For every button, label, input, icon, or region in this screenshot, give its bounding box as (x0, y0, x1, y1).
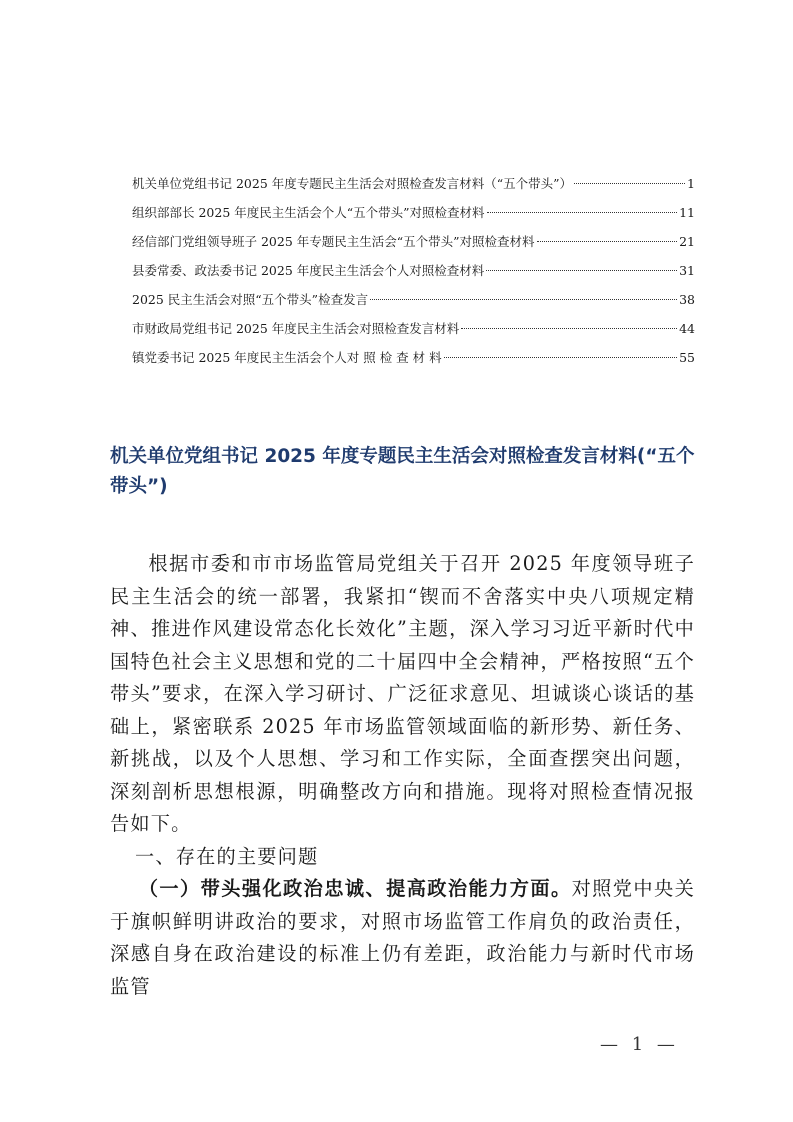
toc-entry[interactable] (132, 348, 695, 377)
toc-leader-dots (370, 299, 677, 300)
toc-entry-page: 38 (679, 292, 695, 307)
toc-entry-page: 44 (679, 321, 695, 336)
page-number: — 1 — (600, 1034, 679, 1055)
toc-leader-dots (537, 241, 678, 242)
toc-leader-dots (486, 270, 677, 271)
toc-entry-title: 组织部部长 2025 年度民主生活会个人“五个带头”对照检查材料 (132, 205, 485, 220)
toc-entry-page: 55 (679, 350, 695, 365)
toc-entry[interactable] (132, 203, 695, 232)
toc-leader-dots (574, 183, 685, 184)
document-heading: 机关单位党组书记 2025 年度专题民主生活会对照检查发言材料(“五个带头”) (110, 446, 695, 497)
subsection-lead: （一）带头强化政治忠诚、提高政治能力方面。 (138, 877, 572, 900)
toc-leader-dots (444, 357, 677, 358)
toc-entry-page: 11 (679, 205, 695, 220)
toc-entry[interactable] (132, 232, 695, 261)
intro-paragraph: 根据市委和市市场监管局党组关于召开 2025 年度领导班子民主生活会的统一部署，我紧扣“锲而不舍落实中央八项规定精神、推进作风建设常态化长效化”主题，深入学习习近平新时代中国特色社会主义思想和党的二十届四中全会精神，严格按照“五个带头”要求，在深入学习研讨、广泛征求意见、坦诚谈心谈话的基础上，紧密联系 2025 年市场监管领域面临的新形势、新任务、新挑战，以及个人思想、学习和工作实际，全面查摆突出问题，深刻剖析思想根源，明确整改方向和措施。现将对照检查情况报告如下。 (110, 552, 695, 835)
toc-entry-title: 机关单位党组书记 2025 年度专题民主生活会对照检查发言材料（“五个带头”） (132, 176, 573, 191)
toc-leader-dots (461, 328, 677, 329)
toc-entry-page: 31 (679, 263, 695, 278)
toc-entry-title: 经信部门党组领导班子 2025 年专题民主生活会“五个带头”对照检查材料 (132, 234, 535, 249)
toc-entry-title: 2025 民主生活会对照“五个带头”检查发言 (132, 292, 369, 307)
toc-entry-page: 1 (687, 176, 695, 191)
toc-entry-title: 县委常委、政法委书记 2025 年度民主生活会个人对照检查材料 (132, 263, 485, 278)
toc-entry-page: 21 (679, 234, 695, 249)
toc-entry[interactable] (132, 261, 695, 290)
toc-entry-title: 市财政局党组书记 2025 年度民主生活会对照检查发言材料 (132, 321, 460, 336)
subsection-paragraph (110, 873, 695, 1003)
toc-entry[interactable] (132, 319, 695, 348)
subsection-text: 对照党中央关于旗帜鲜明讲政治的要求，对照市场监管工作肩负的政治责任，深感自身在政治建设的标准上仍有差距，政治能力与新时代市场监管 (110, 877, 696, 998)
document-body (110, 548, 695, 1003)
toc-entry-title: 镇党委书记 2025 年度民主生活会个人对 照 检 查 材 料 (132, 350, 442, 365)
toc-entry[interactable] (132, 290, 695, 319)
table-of-contents (132, 174, 695, 377)
toc-entry[interactable] (132, 174, 695, 203)
toc-leader-dots (487, 212, 678, 213)
section-heading: 一、存在的主要问题 (134, 844, 319, 868)
